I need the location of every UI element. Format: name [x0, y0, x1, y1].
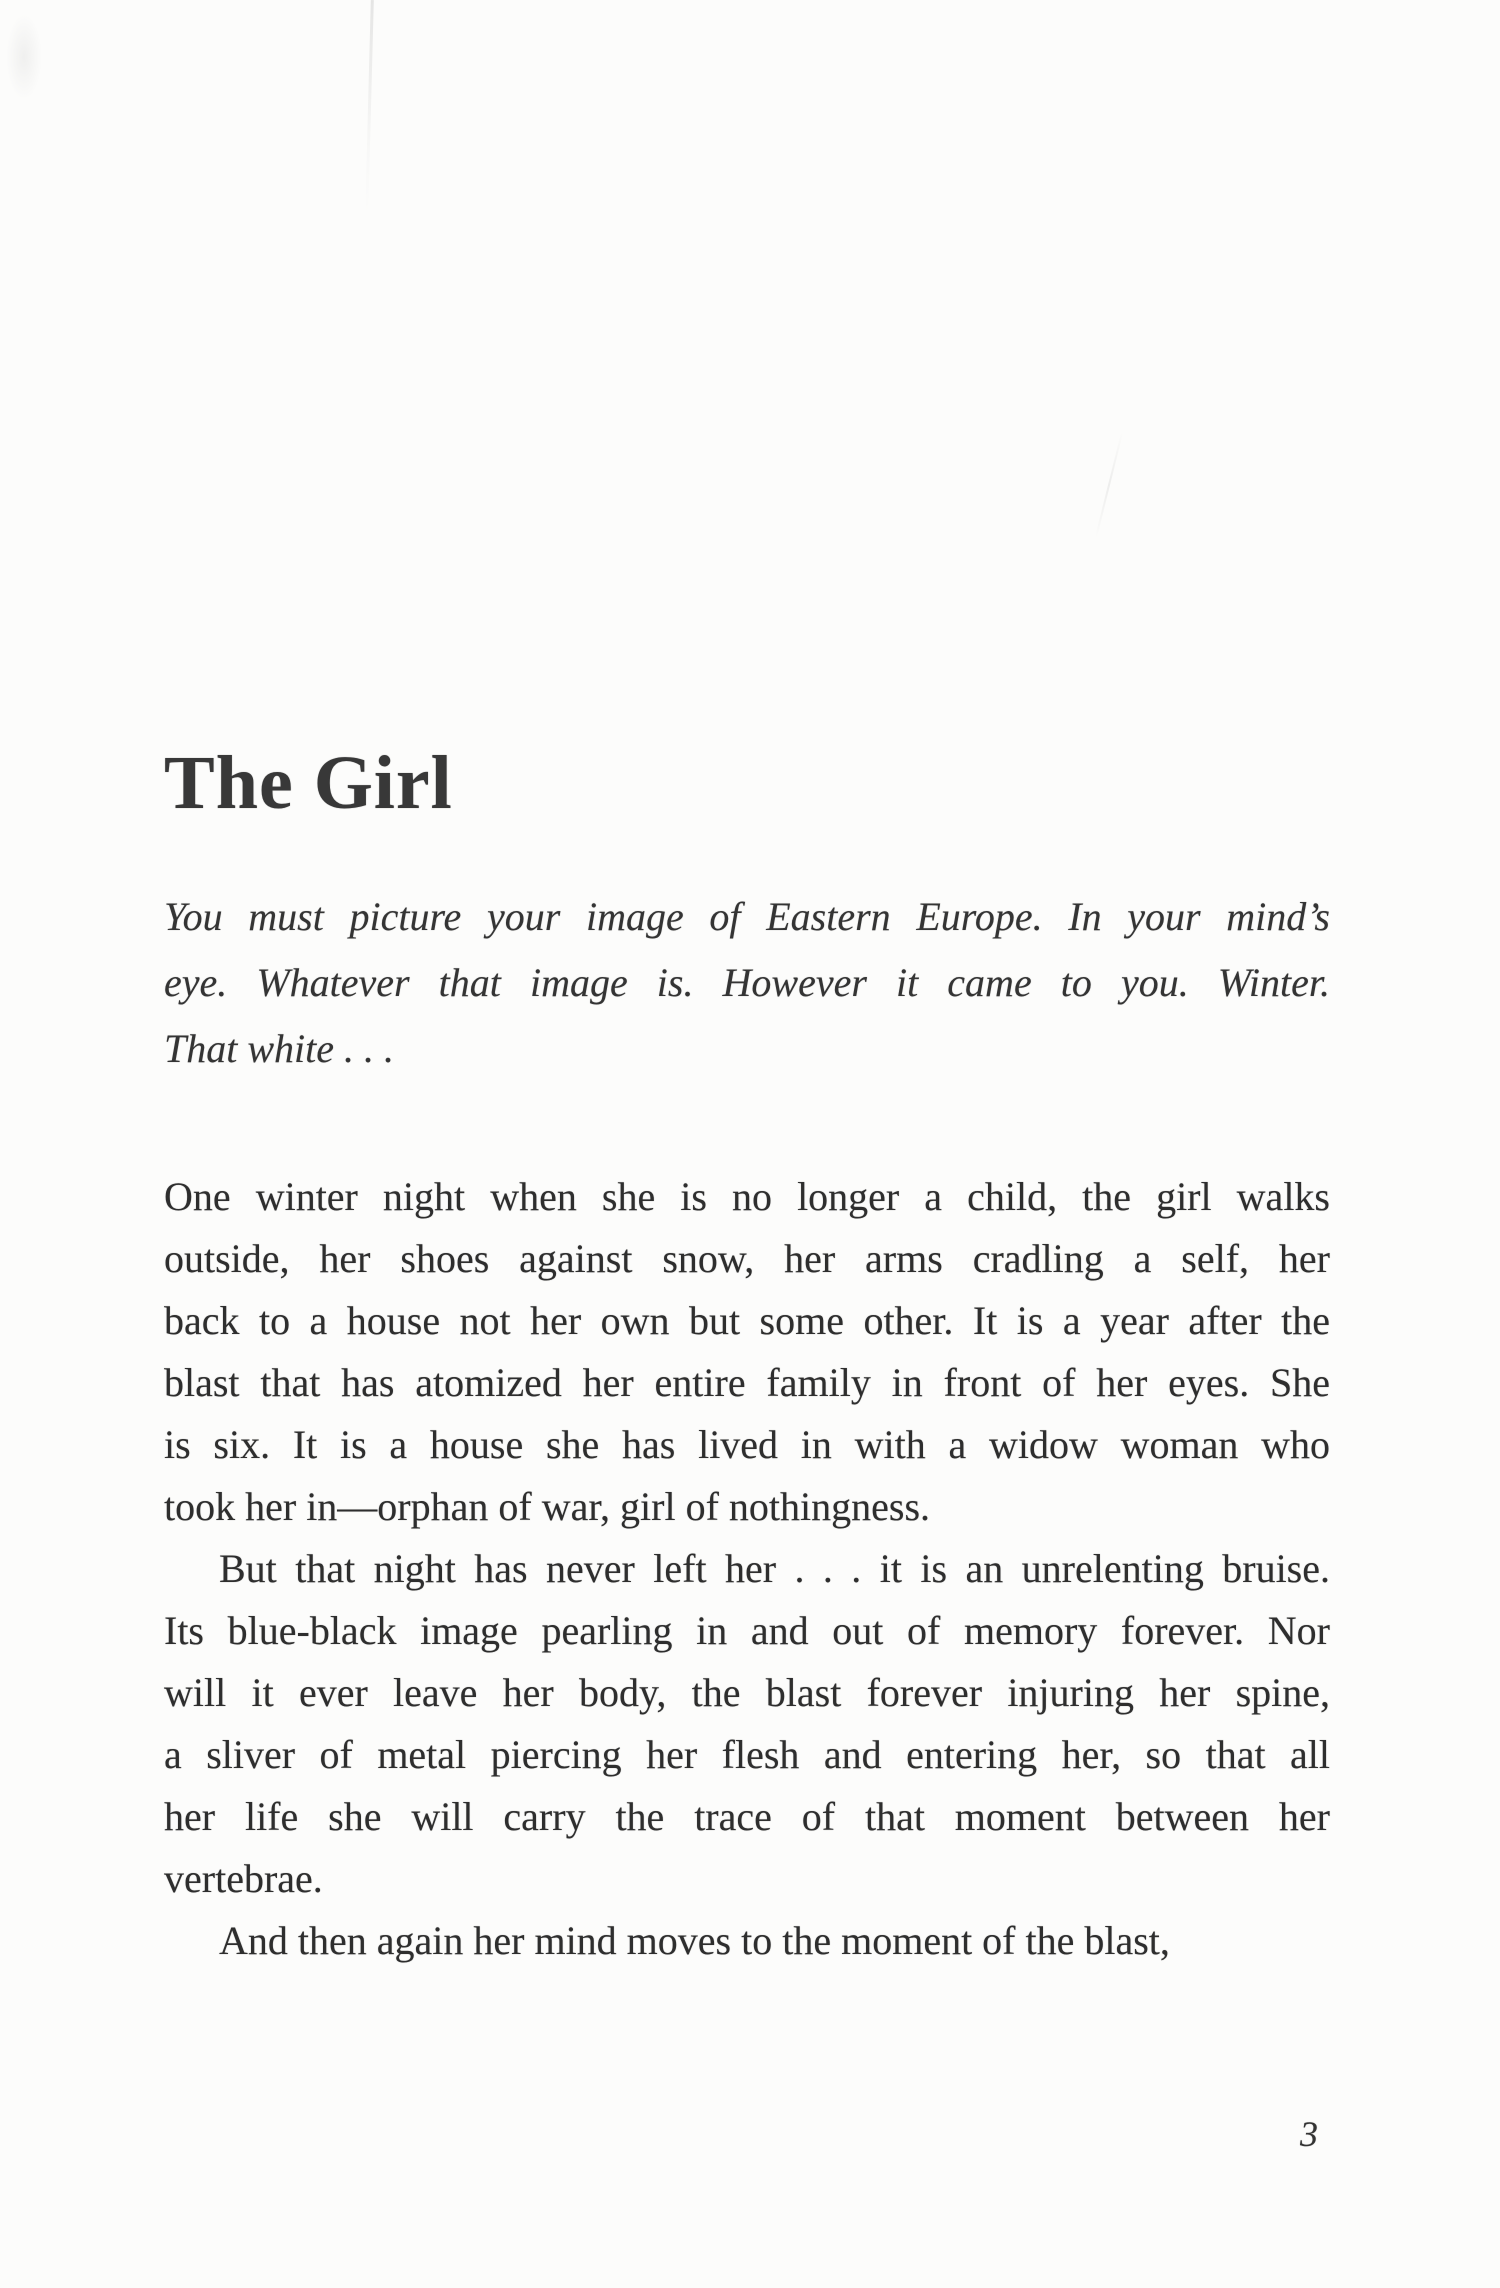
page-number: 3: [1300, 2114, 1318, 2154]
epigraph-line: You must picture your image of Eastern Europe. In your mind’s: [164, 894, 1330, 939]
text-line: a sliver of metal piercing her flesh and entering her, so that all: [164, 1732, 1330, 1777]
text-line: vertebrae.: [164, 1856, 323, 1901]
text-line: will it ever leave her body, the blast forever injuring her spine,: [164, 1670, 1330, 1715]
body-text: [164, 1166, 1330, 1972]
chapter-title: The Girl: [164, 740, 453, 825]
epigraph-line: eye. Whatever that image is. However it came to you. Winter.: [164, 960, 1330, 1005]
text-line: Its blue-black image pearling in and out of memory forever. Nor: [164, 1608, 1330, 1653]
text-line: But that night has never left her . . . it is an unrelenting bruise.: [219, 1546, 1330, 1591]
text-line: took her in—orphan of war, girl of nothingness.: [164, 1484, 931, 1529]
scan-crease: [1095, 431, 1124, 538]
epigraph: [164, 884, 1330, 1082]
text-line: And then again her mind moves to the moment of the blast,: [219, 1918, 1170, 1963]
text-line: blast that has atomized her entire family in front of her eyes. She: [164, 1360, 1330, 1405]
scan-smudge: [0, 0, 120, 190]
text-line: is six. It is a house she has lived in with a widow woman who: [164, 1422, 1330, 1467]
text-line: back to a house not her own but some other. It is a year after the: [164, 1298, 1330, 1343]
epigraph-line: That white . . .: [164, 1026, 395, 1071]
text-line: One winter night when she is no longer a child, the girl walks: [164, 1174, 1330, 1219]
text-line: outside, her shoes against snow, her arms cradling a self, her: [164, 1236, 1330, 1281]
text-line: her life she will carry the trace of that moment between her: [164, 1794, 1330, 1839]
scan-crease: [365, 0, 374, 215]
